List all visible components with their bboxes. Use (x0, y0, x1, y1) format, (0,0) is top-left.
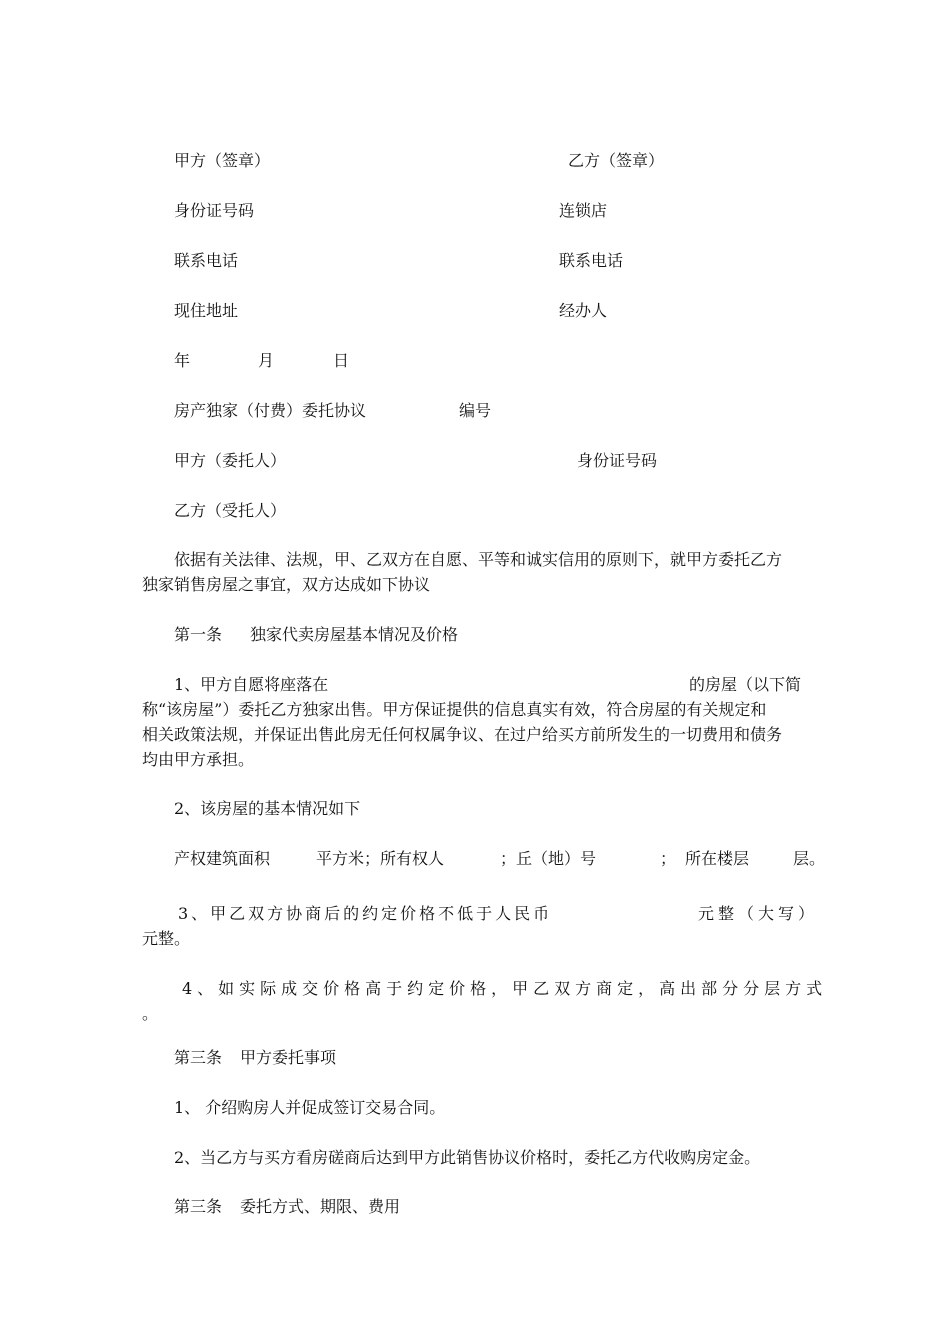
trustee-label: 乙方（受托人） (174, 501, 287, 520)
address-label: 现住地址 (174, 301, 239, 320)
terms-article-heading: 委托方式、期限、费用 (240, 1197, 401, 1216)
article1-number: 第一条 (174, 625, 223, 644)
agreement-number-label: 编号 (459, 401, 492, 420)
floor-separator: ； (660, 849, 677, 868)
clause4-line-2: 。 (142, 1004, 159, 1023)
sqm-owner-label: 平方米；所有权人 (316, 849, 445, 868)
preamble (142, 547, 810, 597)
clause1-line-2: 称“该房屋”）委托乙方独家出售。甲方保证提供的信息真实有效，符合房屋的有关规定和 (142, 700, 767, 719)
clause1-line-3: 相关政策法规，并保证出售此房无任何权属争议、在过户给买方前所发生的一切费用和债务 (142, 725, 783, 744)
chain-store-label: 连锁店 (559, 201, 608, 220)
entrust-item-1: 1、 介绍购房人并促成签订交易合同。 (174, 1098, 446, 1117)
entrust-item-2: 2、当乙方与买方看房磋商后达到甲方此销售协议价格时，委托乙方代收购房定金。 (174, 1148, 761, 1167)
article1-heading: 独家代卖房屋基本情况及价格 (250, 625, 459, 644)
party-a-seal-label: 甲方（签章） (174, 151, 271, 170)
article1-clause4 (142, 976, 828, 1026)
terms-article-number: 第三条 (174, 1197, 223, 1216)
phone-label-a: 联系电话 (174, 251, 239, 270)
clause3-end: 元整（大写） (698, 904, 819, 923)
date-month: 月 (258, 351, 275, 370)
entrust-article-heading: 甲方委托事项 (240, 1048, 337, 1067)
date-day: 日 (333, 351, 350, 370)
clause3-start: 3、甲乙双方协商后的约定价格不低于人民币 (178, 904, 553, 923)
preamble-line-1: 依据有关法律、法规，甲、乙双方在自愿、平等和诚实信用的原则下，就甲方委托乙方 (174, 550, 783, 569)
article1-clause1 (142, 672, 810, 772)
floor-label: 所在楼层 (685, 849, 750, 868)
clause1-start: 1、甲方自愿将座落在 (174, 675, 329, 694)
id-number-label: 身份证号码 (174, 201, 255, 220)
article1-clause2: 2、该房屋的基本情况如下 (174, 799, 361, 818)
client-id-label: 身份证号码 (577, 451, 658, 470)
article1-clause3 (142, 901, 819, 951)
agent-label: 经办人 (559, 301, 608, 320)
clause4-line-1: 4、如实际成交价格高于约定价格，甲乙双方商定，高出部分分层方式 (182, 979, 828, 998)
date-year: 年 (174, 351, 191, 370)
clause1-end: 的房屋（以下简 (689, 675, 802, 694)
floor-unit: 层。 (793, 849, 826, 868)
preamble-line-2: 独家销售房屋之事宜，双方达成如下协议 (142, 575, 431, 594)
party-b-seal-label: 乙方（签章） (568, 151, 665, 170)
clause3-line-2: 元整。 (142, 929, 191, 948)
client-label: 甲方（委托人） (174, 451, 287, 470)
lot-label: ；丘（地）号 (500, 849, 597, 868)
clause1-line-4: 均由甲方承担。 (142, 750, 255, 769)
entrust-article-number: 第三条 (174, 1048, 223, 1067)
area-label: 产权建筑面积 (174, 849, 271, 868)
agreement-title: 房产独家（付费）委托协议 (174, 401, 367, 420)
phone-label-b: 联系电话 (559, 251, 624, 270)
